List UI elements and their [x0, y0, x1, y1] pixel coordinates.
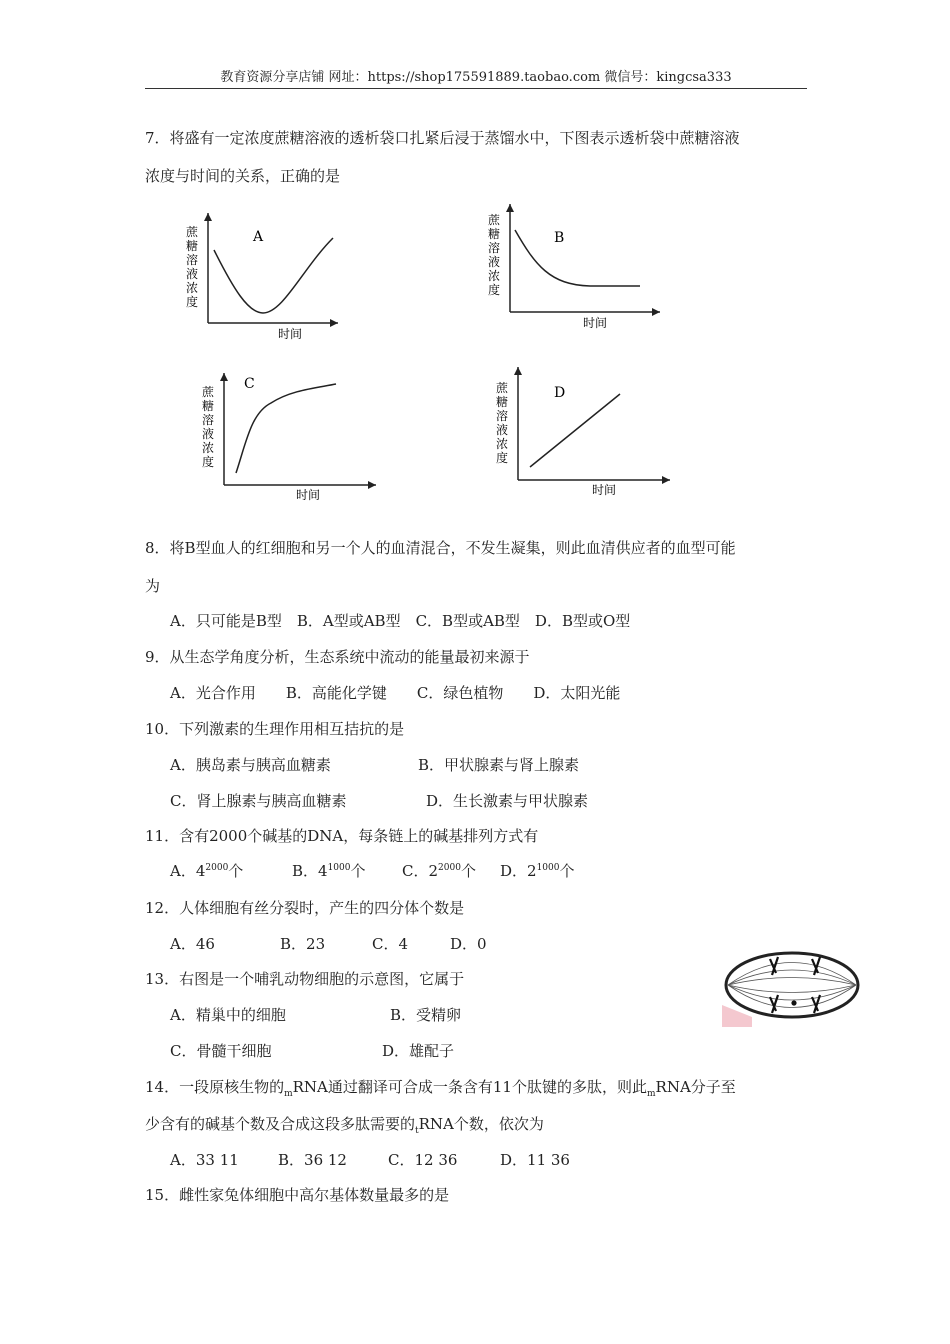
- chromosomes: [770, 957, 820, 1013]
- chart-label-c: C: [244, 376, 255, 392]
- q14-option-b: B．36 12: [278, 1151, 347, 1169]
- q14-option-c: C．12 36: [388, 1151, 458, 1169]
- q11-stem: 11．含有2000个碱基的DNA，每条链上的碱基排列方式有: [145, 827, 539, 845]
- q10-option-a: A．胰岛素与胰高血糖素: [170, 756, 331, 774]
- q11-option-a: A．$4^{2000}$个: [170, 862, 244, 880]
- q10-option-d: D．生长激素与甲状腺素: [426, 792, 589, 810]
- chart-d: [490, 362, 675, 502]
- q14-option-d: D．11 36: [500, 1151, 570, 1169]
- y-label-char: 糖: [488, 227, 501, 241]
- y-label-char: 蔗: [488, 213, 501, 227]
- spindle-fibers: [728, 963, 856, 1008]
- line-d: [530, 394, 620, 467]
- q14-stem-line1: 14．一段原核生物的$_m$RNA通过翻译可合成一条含有11个肽键的多肽，则此$_m$RNA分子至: [145, 1078, 736, 1099]
- chart-label-a: A: [253, 229, 264, 245]
- chart-b: [480, 200, 665, 335]
- y-label-char: 液: [488, 255, 501, 269]
- q12-option-b: B．23: [280, 935, 326, 953]
- y-label-char: 糖: [496, 395, 509, 409]
- q13-option-a: A．精巢中的细胞: [170, 1006, 286, 1024]
- x-label: 时间: [592, 483, 617, 497]
- q10-option-b: B．甲状腺素与肾上腺素: [418, 756, 580, 774]
- q13-stem: 13．右图是一个哺乳动物细胞的示意图，它属于: [145, 970, 465, 988]
- y-label-char: 浓: [202, 441, 215, 455]
- q13-option-b: B．受精卵: [390, 1006, 462, 1024]
- y-label-char: 溶: [186, 253, 199, 267]
- y-label-char: 度: [186, 295, 199, 309]
- page-header: 教育资源分享店铺 网址：https://shop175591889.taobao.com 微信号：kingcsa333: [145, 66, 807, 89]
- q11-option-b: B．$4^{1000}$个: [292, 862, 366, 880]
- y-label-char: 溶: [202, 413, 215, 427]
- y-label-char: 液: [496, 423, 509, 437]
- y-label-char: 糖: [202, 399, 215, 413]
- q8-options: A．只可能是B型 B．A型或AB型 C．B型或AB型 D．B型或O型: [170, 612, 631, 630]
- y-label-char: 度: [496, 451, 509, 465]
- q12-option-c: C．4: [372, 935, 409, 953]
- q12-option-a: A．46: [170, 935, 215, 953]
- x-label: 时间: [583, 316, 608, 330]
- curve-a: [214, 238, 333, 313]
- x-label: 时间: [296, 488, 321, 502]
- y-label-char: 液: [186, 267, 199, 281]
- q10-option-c: C．肾上腺素与胰高血糖素: [170, 792, 347, 810]
- cell-diagram: [722, 945, 862, 1027]
- x-label: 时间: [278, 327, 303, 341]
- y-label-char: 液: [202, 427, 215, 441]
- chart-label-d: D: [554, 385, 566, 401]
- chart-a: [178, 208, 348, 348]
- y-label-char: 蔗: [202, 385, 215, 399]
- y-label-char: 蔗: [496, 381, 509, 395]
- q12-option-d: D．0: [450, 935, 487, 953]
- q7-stem-line1: 7．将盛有一定浓度蔗糖溶液的透析袋口扎紧后浸于蒸馏水中，下图表示透析袋中蔗糖溶液: [145, 129, 740, 147]
- y-label-char: 度: [202, 455, 215, 469]
- q10-stem: 10．下列激素的生理作用相互拮抗的是: [145, 720, 405, 738]
- chart-c: [196, 368, 381, 508]
- q11-option-d: D．$2^{1000}$个: [500, 862, 575, 880]
- curve-c: [236, 384, 336, 473]
- q13-option-c: C．骨髓干细胞: [170, 1042, 272, 1060]
- q9-options: A．光合作用 B．高能化学键 C．绿色植物 D．太阳光能: [170, 684, 621, 702]
- y-label-char: 溶: [488, 241, 501, 255]
- chart-label-b: B: [554, 230, 565, 246]
- q9-stem: 9．从生态学角度分析，生态系统中流动的能量最初来源于: [145, 648, 530, 666]
- q7-stem-line2: 浓度与时间的关系，正确的是: [145, 167, 341, 185]
- y-label-char: 蔗: [186, 225, 199, 239]
- q15-stem: 15．雌性家兔体细胞中高尔基体数量最多的是: [145, 1186, 450, 1204]
- y-label-char: 糖: [186, 239, 199, 253]
- y-label-char: 浓: [496, 437, 509, 451]
- y-label-char: 浓: [488, 269, 501, 283]
- q14-stem-line2: 少含有的碱基个数及合成这段多肽需要的$_t$RNA个数，依次为: [145, 1115, 544, 1136]
- q8-stem-line2: 为: [145, 577, 161, 595]
- q11-option-c: C．$2^{2000}$个: [402, 862, 476, 880]
- q14-option-a: A．33 11: [170, 1151, 239, 1169]
- q12-stem: 12．人体细胞有丝分裂时，产生的四分体个数是: [145, 899, 465, 917]
- y-label-char: 浓: [186, 281, 199, 295]
- curve-b: [515, 230, 640, 286]
- y-label-char: 溶: [496, 409, 509, 423]
- q13-option-d: D．雄配子: [382, 1042, 455, 1060]
- q8-stem-line1: 8．将B型血人的红细胞和另一个人的血清混合，不发生凝集，则此血清供应者的血型可能: [145, 539, 736, 557]
- y-label-char: 度: [488, 283, 501, 297]
